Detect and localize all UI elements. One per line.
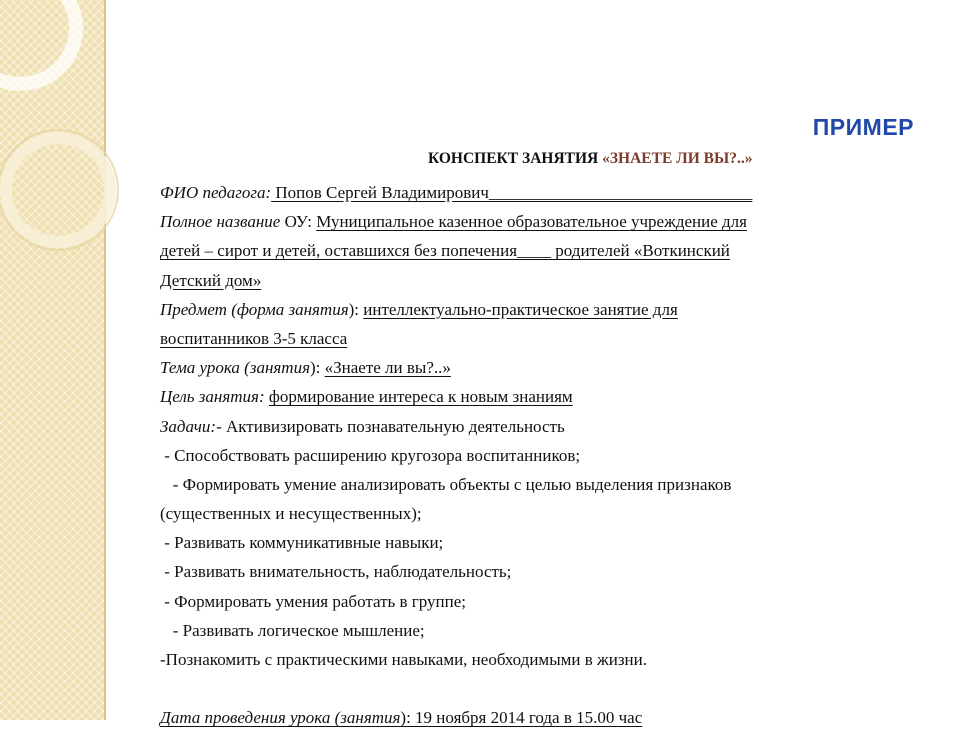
slide-title: ПРИМЕР: [812, 114, 914, 140]
organization-line-3: [160, 266, 920, 295]
goal-value: формирование интереса к новым знаниям: [268, 387, 573, 407]
subject-value-2: воспитанников 3-5 класса: [160, 328, 348, 348]
subject-value-1: интеллектуально-практическое занятие для: [363, 299, 678, 319]
task-item: - Формировать умение анализировать объекты с целью выделения признаков: [160, 474, 732, 494]
task-item: - Развивать логическое мышление;: [160, 620, 425, 640]
subject-line-1: [160, 295, 920, 324]
lesson-plan-body: [160, 178, 920, 732]
tasks-label: Задачи:: [160, 416, 217, 436]
subject-label-form: форма занятия: [236, 299, 349, 319]
subject-label: Предмет (: [160, 299, 237, 319]
task-item: - Развивать внимательность, наблюдательность;: [160, 562, 512, 582]
topic-label-tail: ):: [309, 358, 325, 378]
topic-value: «Знаете ли вы?..»: [324, 358, 451, 378]
task-item: -Познакомить с практическими навыками, необходимыми в жизни.: [160, 650, 647, 669]
teacher-value: Попов Сергей Владимирович_______________________________: [271, 183, 753, 202]
task-item: (существенных и несущественных);: [160, 504, 422, 524]
organization-value-2: детей – сирот и детей, оставшихся без попечения____ родителей «Воткинский: [160, 241, 730, 261]
tasks-line: [160, 412, 920, 441]
teacher-label: ФИО педагога:: [160, 183, 272, 202]
organization-label: Полное название: [160, 212, 281, 232]
topic-label: Тема урока (занятия: [160, 358, 310, 378]
goal-line: [160, 382, 920, 411]
lesson-heading-accent: «ЗНАЕТЕ ЛИ ВЫ?..»: [602, 150, 753, 167]
date-value: ): 19 ноября 2014 года в 15.00 час: [400, 708, 643, 728]
organization-label-tail: ОУ:: [280, 212, 317, 232]
lesson-heading: [428, 150, 752, 168]
subject-line-2: [160, 324, 920, 353]
organization-value-1: Муниципальное казенное образовательное учреждение для: [316, 212, 747, 232]
tasks-first-item: - Активизировать познавательную деятельность: [216, 416, 565, 436]
organization-line-2: [160, 236, 920, 265]
date-label: Дата проведения урока (занятия: [160, 708, 401, 728]
organization-value-3: Детский дом»: [160, 270, 262, 290]
task-item: - Способствовать расширению кругозора воспитанников;: [160, 445, 581, 465]
organization-line-1: [160, 207, 920, 236]
decorative-circles: [0, 0, 140, 330]
topic-line: [160, 353, 920, 382]
teacher-line: [160, 178, 920, 207]
lesson-heading-main: КОНСПЕКТ ЗАНЯТИЯ: [428, 150, 603, 167]
spacer: [160, 674, 920, 703]
subject-label-tail: ):: [348, 299, 364, 319]
goal-label: Цель занятия:: [160, 387, 265, 407]
date-line: [160, 703, 920, 732]
task-item: - Формировать умения работать в группе;: [160, 591, 467, 611]
task-item: - Развивать коммуникативные навыки;: [160, 533, 444, 553]
